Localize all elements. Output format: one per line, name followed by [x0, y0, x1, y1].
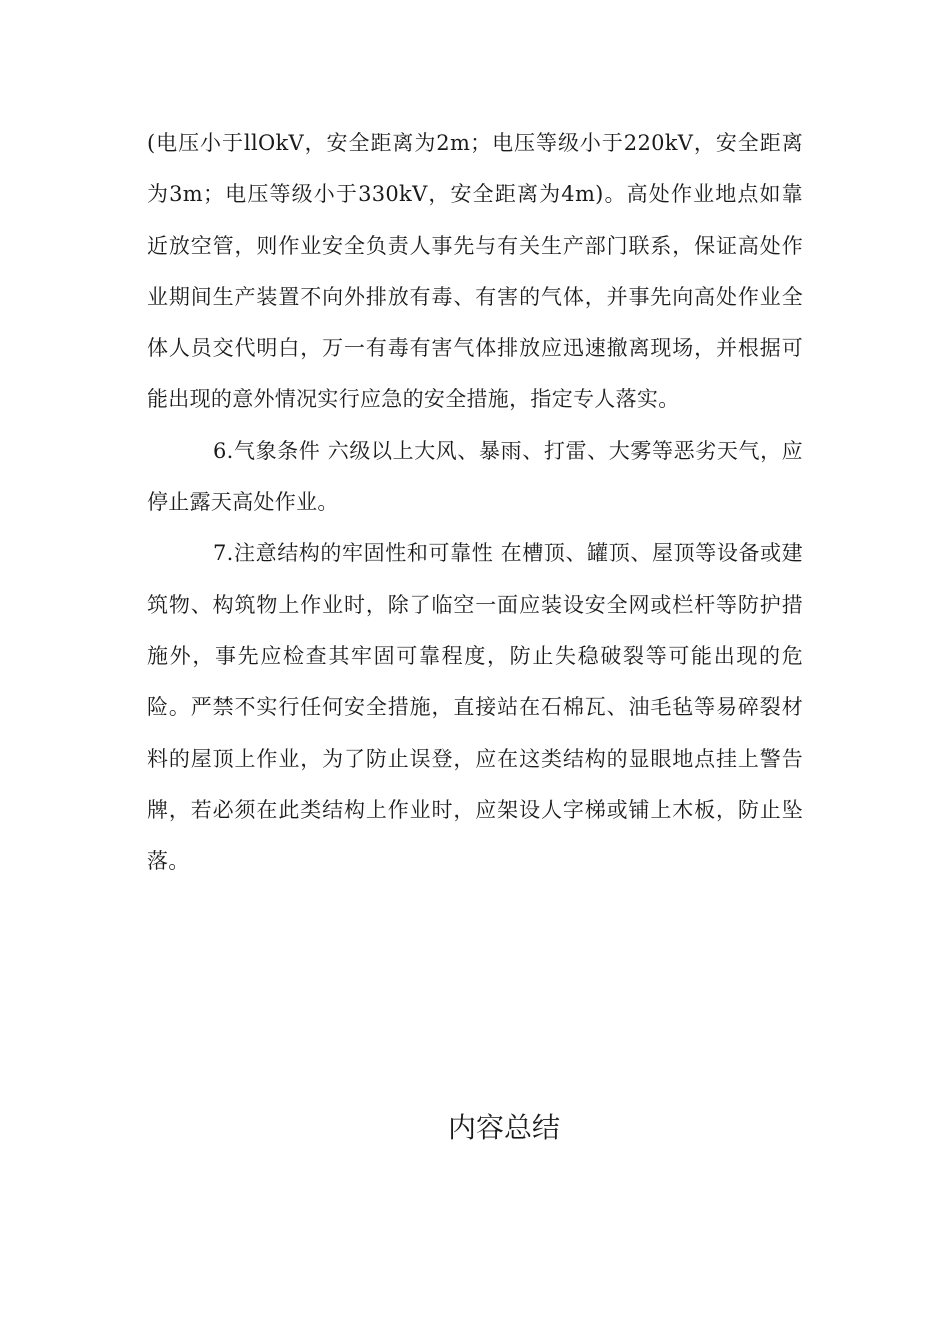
paragraph-structure-stability: 7.注意结构的牢固性和可靠性 在槽顶、罐顶、屋顶等设备或建筑物、构筑物上作业时，除了临空一面应装设安全网或栏杆等防护措施外，事先应检查其牢固可靠程度，防止失稳破裂等可能出现的危险。严禁不实行任何安全措施，直接站在石棉瓦、油毛毡等易碎裂材料的屋顶上作业，为了防止误登，应在这类结构的显眼地点挂上警告牌，若必须在此类结构上作业时，应架设人字梯或铺上木板，防止坠落。: [147, 541, 803, 874]
paragraph-safety-distance: (电压小于llOkV，安全距离为2m；电压等级小于220kV，安全距离为3m；电压等级小于330kV，安全距离为4m)。高处作业地点如靠近放空管，则作业安全负责人事先与有关生产部门联系，保证高处作业期间生产装置不向外排放有毒、有害的气体，并事先向高处作业全体人员交代明白，万一有毒有害气体排放应迅速撤离现场，并根据可能出现的意外情况实行应急的安全措施，指定专人落实。: [147, 131, 803, 412]
summary-heading: 内容总结: [447, 1111, 560, 1145]
paragraph-weather-conditions: 6.气象条件 六级以上大风、暴雨、打雷、大雾等恶劣天气，应停止露天高处作业。: [147, 438, 803, 515]
body-text: [147, 118, 803, 887]
